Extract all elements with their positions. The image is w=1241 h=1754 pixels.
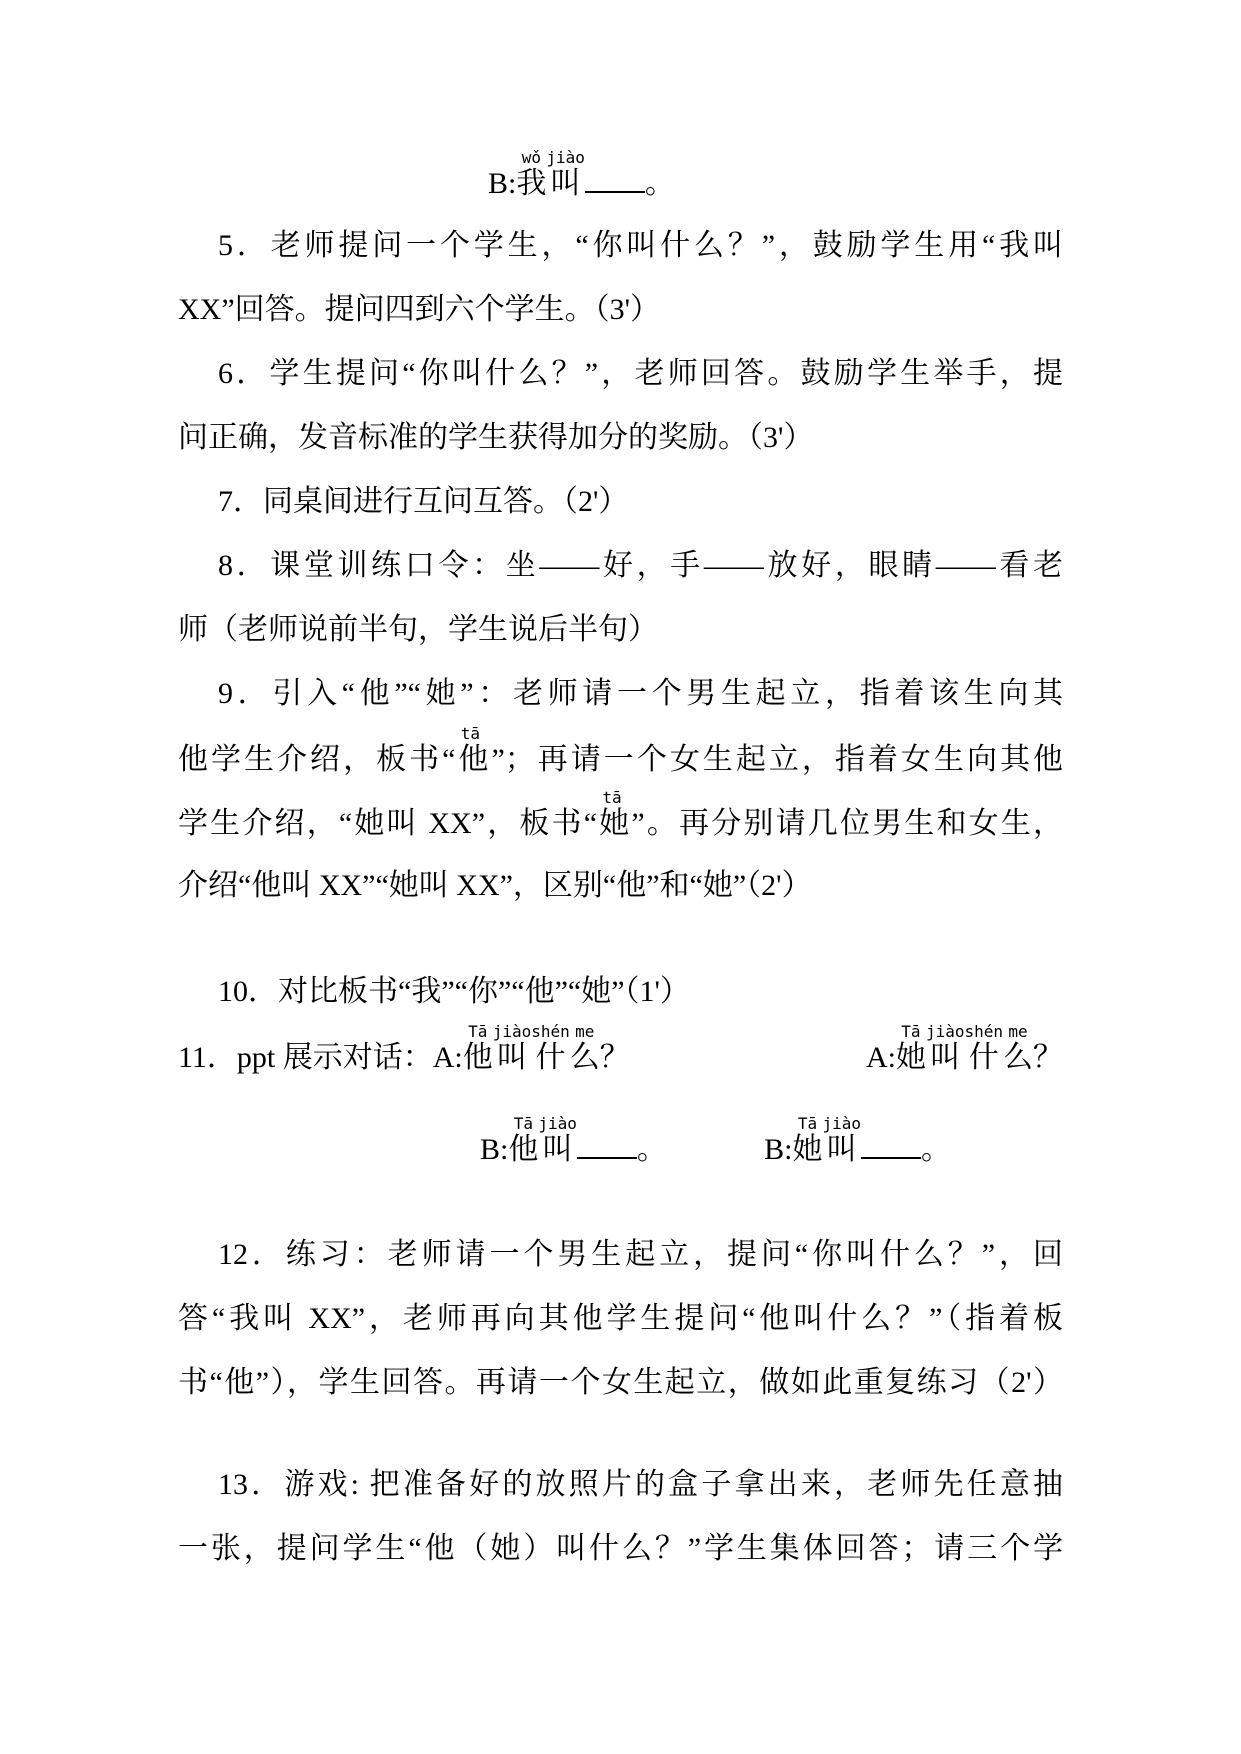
pinyin-ruby — [531, 1022, 570, 1074]
item-7-line-1 — [178, 470, 1063, 534]
hanzi-char: 我 — [516, 167, 547, 200]
item-10-line-1 — [178, 960, 1063, 1024]
pinyin-annotation: shén — [531, 1022, 570, 1041]
item-12-line-1 — [178, 1223, 1063, 1287]
item-6-line-1 — [178, 342, 1063, 406]
text-run: 11．ppt 展示对话：A: — [178, 1041, 463, 1074]
text-run: ？ — [1033, 1041, 1063, 1074]
item-9-line-4 — [178, 854, 1063, 918]
hanzi-char: 他 — [455, 743, 492, 776]
text-run: 他学生介绍，板书“ — [178, 743, 456, 776]
dialogue-group — [764, 1116, 951, 1180]
item-5-line-1 — [178, 214, 1063, 278]
hanzi-char: 叫 — [925, 1041, 965, 1074]
pinyin-annotation: Tā — [508, 1114, 539, 1133]
hanzi-char: 她 — [597, 807, 632, 840]
text-run: 问正确，发音标准的学生获得加分的奖励。（3'） — [178, 421, 814, 454]
text-run: 13．游戏: 把准备好的放照片的盒子拿出来，老师先任意抽 — [218, 1468, 1063, 1501]
item-8-line-1 — [178, 534, 1063, 598]
item-13-line-1 — [178, 1453, 1063, 1517]
text-run: 学生介绍，“她叫 XX”，板书“ — [178, 807, 598, 840]
text-run: 7．同桌间进行互问互答。（2'） — [218, 485, 629, 518]
pinyin-ruby — [538, 1114, 577, 1166]
pinyin-ruby — [462, 1022, 493, 1074]
pinyin-annotation: jiào — [538, 1114, 577, 1133]
item-9-line-1 — [178, 662, 1063, 726]
pinyin-annotation: Tā — [792, 1114, 823, 1133]
pinyin-annotation: jiào — [546, 148, 585, 167]
hanzi-char: 么 — [1003, 1041, 1033, 1074]
text-run: 。 — [921, 1133, 951, 1166]
text-run: B: — [764, 1133, 793, 1166]
pinyin-ruby — [508, 1114, 539, 1166]
hanzi-char: 他 — [508, 1133, 539, 1166]
hanzi-char: 她 — [792, 1133, 823, 1166]
pinyin-annotation: shén — [964, 1022, 1003, 1041]
pinyin-ruby — [822, 1114, 861, 1166]
pinyin-ruby — [964, 1022, 1003, 1074]
pinyin-annotation: tā — [597, 788, 628, 807]
item-5-line-2 — [178, 278, 1063, 342]
text-run: 5．老师提问一个学生，“你叫什么？”，鼓励学生用“我叫 — [218, 229, 1063, 262]
pinyin-ruby — [895, 1022, 926, 1074]
pinyin-ruby — [597, 788, 632, 840]
text-run: 师（老师说前半句，学生说后半句） — [178, 613, 658, 646]
dialogue-b-row — [178, 1116, 1063, 1180]
text-run: 介绍“他叫 XX”“她叫 XX”，区别“他”和“她”（2'） — [178, 869, 812, 902]
item-9-line-3 — [178, 790, 1063, 854]
hanzi-char: 叫 — [546, 167, 585, 200]
pinyin-ruby — [925, 1022, 965, 1074]
text-run: 一张，提问学生“他（她）叫什么？”学生集体回答；请三个学 — [178, 1532, 1063, 1565]
pinyin-ruby — [546, 148, 585, 200]
pinyin-annotation: me — [569, 1022, 600, 1041]
hanzi-char: 什 — [531, 1041, 570, 1074]
pinyin-annotation: jiào — [822, 1114, 861, 1133]
dialogue-b-wo — [178, 150, 1063, 214]
text-run: B: — [488, 167, 517, 200]
item-13-line-2 — [178, 1517, 1063, 1581]
text-run: 9．引入“他”“她”：老师请一个男生起立，指着该生向其 — [218, 677, 1063, 710]
text-run: 。 — [644, 167, 675, 200]
text-run: XX”回答。提问四到六个学生。（3'） — [178, 293, 661, 326]
pinyin-annotation: jiào — [925, 1022, 965, 1041]
item-11-line-1 — [178, 1024, 1063, 1088]
pinyin-ruby — [1003, 1022, 1033, 1074]
text-run: 12．练习：老师请一个男生起立，提问“你叫什么？”，回 — [218, 1238, 1063, 1271]
pinyin-annotation: tā — [455, 724, 486, 743]
pinyin-ruby — [569, 1022, 600, 1074]
hanzi-char: 么 — [569, 1041, 600, 1074]
hanzi-char: 叫 — [538, 1133, 577, 1166]
pinyin-annotation: jiào — [492, 1022, 532, 1041]
pinyin-annotation: Tā — [462, 1022, 493, 1041]
text-run: ？ — [599, 1041, 630, 1074]
pinyin-annotation: me — [1003, 1022, 1033, 1041]
hanzi-char: 他 — [462, 1041, 493, 1074]
dialogue-group — [178, 1024, 630, 1088]
text-run: 答“我叫 XX”，老师再向其他学生提问“他叫什么？”（指着板 — [178, 1302, 1063, 1335]
hanzi-char: 她 — [895, 1041, 926, 1074]
text-run: ”。再分别请几位男生和女生， — [631, 807, 1063, 840]
text-run: 。 — [636, 1133, 667, 1166]
hanzi-char: 什 — [964, 1041, 1003, 1074]
text-run: 6．学生提问“你叫什么？”，老师回答。鼓励学生举手，提 — [218, 357, 1063, 390]
pinyin-annotation: Tā — [895, 1022, 926, 1041]
text-run: ”；再请一个女生起立，指着女生向其他 — [491, 743, 1063, 776]
pinyin-ruby — [455, 724, 492, 776]
hanzi-char: 叫 — [492, 1041, 532, 1074]
hanzi-char: 叫 — [822, 1133, 861, 1166]
spacer — [178, 192, 488, 193]
text-run: 10．对比板书“我”“你”“他”“她”（1'） — [218, 975, 690, 1008]
dialogue-group — [480, 1116, 667, 1180]
pinyin-ruby — [516, 148, 547, 200]
pinyin-ruby — [792, 1114, 823, 1166]
item-9-line-2 — [178, 726, 1063, 790]
text-run: B: — [480, 1133, 509, 1166]
fill-in-blank-underline — [861, 1157, 921, 1159]
text-run: 8．课堂训练口令：坐——好，手——放好，眼睛——看老 — [218, 549, 1063, 582]
item-8-line-2 — [178, 598, 1063, 662]
dialogue-group — [866, 1024, 1063, 1088]
item-6-line-2 — [178, 406, 1063, 470]
item-12-line-3 — [178, 1351, 1063, 1415]
pinyin-ruby — [492, 1022, 532, 1074]
item-12-line-2 — [178, 1287, 1063, 1351]
fill-in-blank-underline — [577, 1157, 637, 1159]
pinyin-annotation: wǒ — [516, 148, 547, 167]
text-run: 书“他”），学生回答。再请一个女生起立，做如此重复练习（2'） — [178, 1366, 1063, 1399]
text-run: A: — [865, 1041, 896, 1074]
fill-in-blank-underline — [585, 191, 645, 193]
